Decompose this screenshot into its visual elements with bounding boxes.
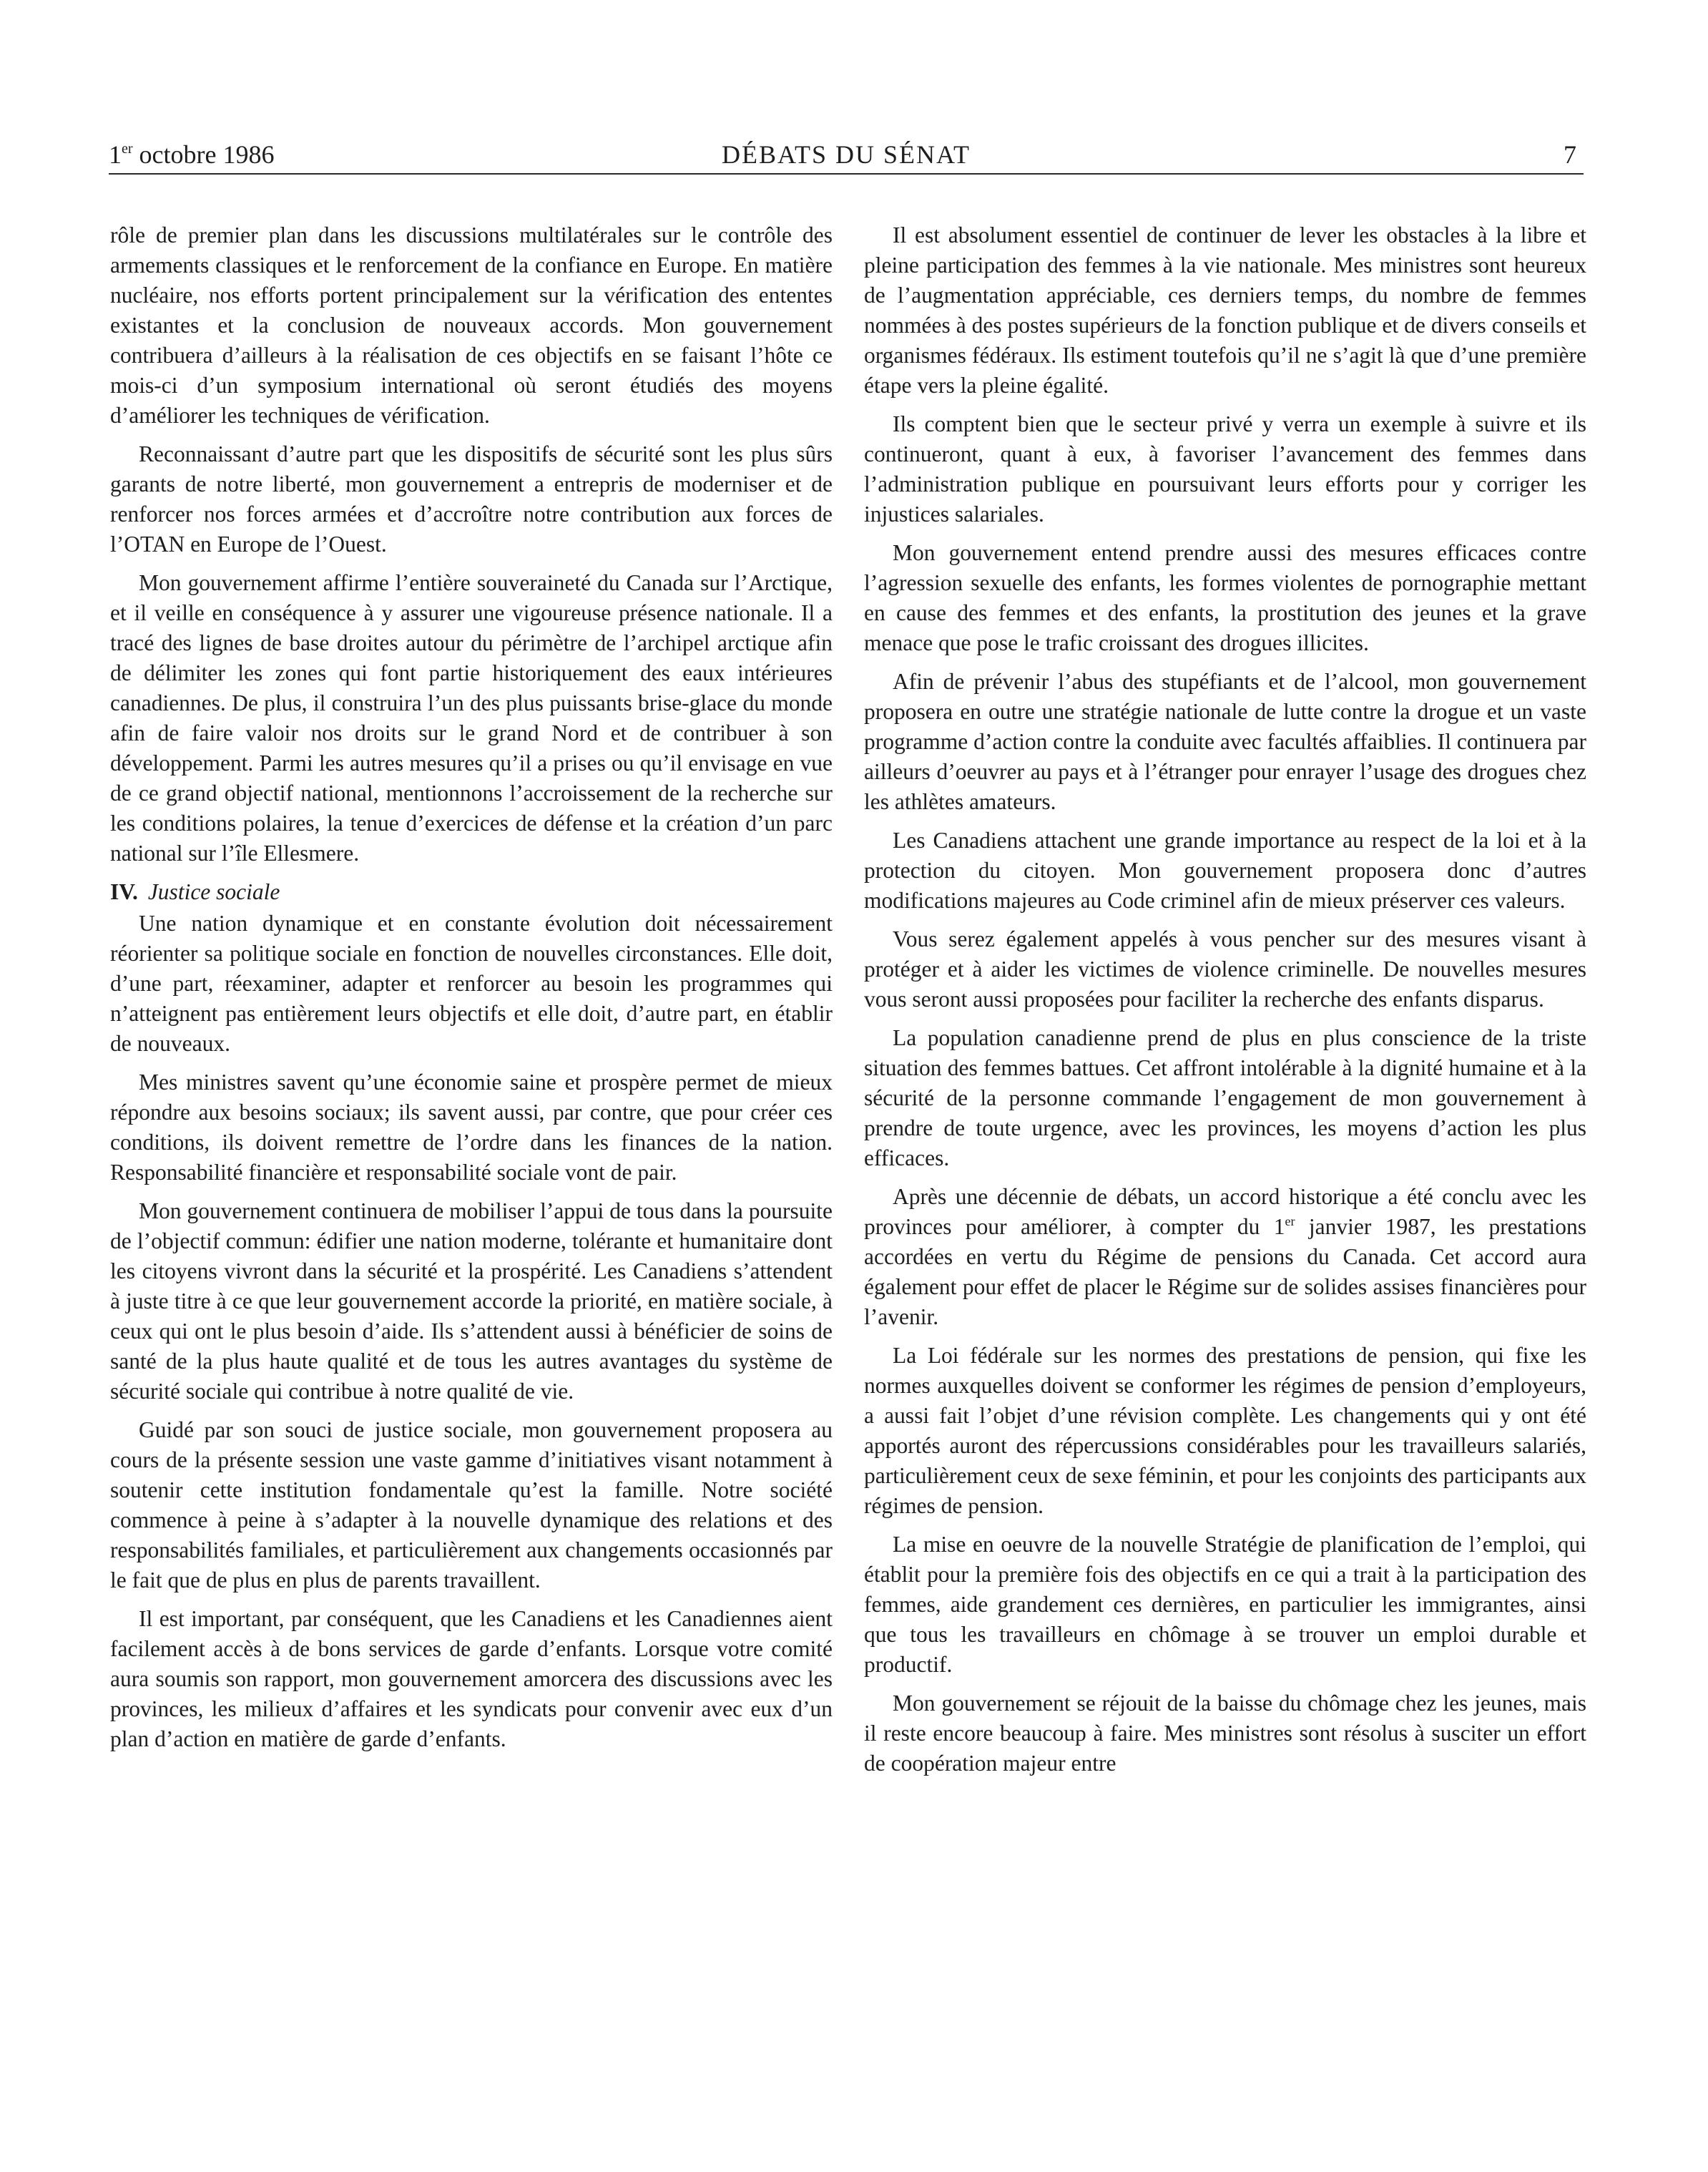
paragraph: Mon gouvernement affirme l’entière souveraineté du Canada sur l’Arctique, et il veille en conséquence à y assurer une vigoureuse présence nationale. Il a tracé des lignes de base droites autour du périmètre de l’archipel arctique afin de délimiter les zones qui font partie historiquement des eaux intérieures canadiennes. De plus, il construira l’un des plus puissants brise-glace du monde afin de faire valoir nos droits sur le grand Nord et de contribuer à son développement. Parmi les autres mesures qu’il a prises ou qu’il envisage en vue de ce grand objectif national, mentionnons l’accroissement de la recherche sur les conditions polaires, la tenue d’exercices de défense et la création d’un parc national sur l’île Ellesmere.	[110, 570, 833, 866]
paragraph: Mon gouvernement continuera de mobiliser l’appui de tous dans la poursuite de l’objectif commun: édifier une nation moderne, tolérante et humanitaire dont les citoyens vivront dans la sécurité et la prospérité. Les Canadiens s’attendent à juste titre à ce que leur gouvernement accorde la priorité, en matière sociale, à ceux qui ont le plus besoin d’aide. Ils s’attendent aussi à bénéficier de soins de santé de la plus haute qualité et de tous les autres avantages du système de sécurité sociale qui contribue à notre qualité de vie.	[110, 1198, 833, 1404]
page-number: 7	[1564, 140, 1576, 169]
paragraph: Ils comptent bien que le secteur privé y verra un exemple à suivre et ils continueront, quant à eux, à favoriser l’avancement des femmes dans l’administration publique en poursuivant leurs efforts pour y corriger les injustices salariales.	[864, 411, 1586, 527]
paragraph: Il est important, par conséquent, que les Canadiens et les Canadiennes aient facilement accès à de bons services de garde d’enfants. Lorsque votre comité aura soumis son rapport, mon gouvernement amorcera des discussions avec les provinces, les milieux d’affaires et les syndicats pour convenir avec eux d’un plan d’action en matière de garde d’enfants.	[110, 1606, 833, 1751]
paragraph: Vous serez également appelés à vous pencher sur des mesures visant à protéger et à aider les victimes de violence criminelle. De nouvelles mesures vous seront aussi proposées pour faciliter la recherche des enfants disparus.	[864, 926, 1586, 1012]
section-number: IV.	[110, 879, 138, 904]
header-title: DÉBATS DU SÉNAT	[721, 140, 971, 169]
paragraph: Mon gouvernement entend prendre aussi des mesures efficaces contre l’agression sexuelle des enfants, les formes violentes de pornographie mettant en cause des femmes et des enfants, la prostitution des jeunes et la grave menace que pose le trafic croissant des drogues illicites.	[864, 540, 1586, 655]
paragraph: Mon gouvernement se réjouit de la baisse du chômage chez les jeunes, mais il reste encore beaucoup à faire. Mes ministres sont résolus à susciter un effort de coopération majeur entre	[864, 1691, 1586, 1776]
section-title: Justice sociale	[147, 879, 280, 904]
header-date: 1er octobre 1986	[109, 140, 275, 169]
left-column	[110, 220, 833, 1763]
paragraph: La Loi fédérale sur les normes des prestations de pension, qui fixe les normes auxquelles doivent se conformer les régimes de pension d’employeurs, a aussi fait l’objet d’une révision complète. Les changements qui y ont été apportés auront des répercussions considérables pour les travailleurs salariés, particulièrement ceux de sexe féminin, et pour les conjoints des participants aux régimes de pension.	[864, 1343, 1586, 1518]
paragraph: Il est absolument essentiel de continuer de lever les obstacles à la libre et pleine participation des femmes à la vie nationale. Mes ministres sont heureux de l’augmentation appréciable, ces derniers temps, du nombre de femmes nommées à des postes supérieurs de la fonction publique et de divers conseils et organismes fédéraux. Ils estiment toutefois qu’il ne s’agit là que d’une première étape vers la pleine égalité.	[864, 222, 1586, 398]
section-heading	[110, 877, 833, 907]
page-header	[109, 136, 1584, 175]
paragraph: Mes ministres savent qu’une économie saine et prospère permet de mieux répondre aux besoins sociaux; ils savent aussi, par contre, que pour créer ces conditions, ils doivent remettre de l’ordre dans les finances de la nation. Responsabilité financière et responsabilité sociale vont de pair.	[110, 1070, 833, 1185]
paragraph: La population canadienne prend de plus en plus conscience de la triste situation des femmes battues. Cet affront intolérable à la dignité humaine et à la sécurité de la personne commande l’engagement de mon gouvernement à prendre de toute urgence, avec les provinces, les moyens d’action les plus efficaces.	[864, 1025, 1586, 1170]
paragraph: Après une décennie de débats, un accord historique a été conclu avec les provinces pour améliorer, à compter du 1er janvier 1987, les prestations accordées en vertu du Régime de pensions du Canada. Cet accord aura également pour effet de placer le Régime sur de solides assises financières pour l’avenir.	[864, 1184, 1586, 1329]
paragraph: La mise en oeuvre de la nouvelle Stratégie de planification de l’emploi, qui établit pour la première fois des objectifs en ce qui a trait à la participation des femmes, aide grandement ces dernières, en particulier les immigrantes, ainsi que tous les travailleurs en chômage à se trouver un emploi durable et productif.	[864, 1532, 1586, 1677]
paragraph: Les Canadiens attachent une grande importance au respect de la loi et à la protection du citoyen. Mon gouvernement proposera donc d’autres modifications majeures au Code criminel afin de mieux préserver ces valeurs.	[864, 828, 1586, 913]
paragraph: Guidé par son souci de justice sociale, mon gouvernement proposera au cours de la présente session une vaste gamme d’initiatives visant notamment à soutenir cette institution fondamentale qu’est la famille. Notre société commence à peine à s’adapter à la nouvelle dynamique des relations et des responsabilités familiales, et particulièrement aux changements occasionnés par le fait que de plus en plus de parents travaillent.	[110, 1417, 833, 1593]
paragraph: Reconnaissant d’autre part que les dispositifs de sécurité sont les plus sûrs garants de notre liberté, mon gouvernement a entrepris de moderniser et de renforcer nos forces armées et d’accroître notre contribution aux forces de l’OTAN en Europe de l’Ouest.	[110, 441, 833, 557]
paragraph: rôle de premier plan dans les discussions multilatérales sur le contrôle des armements classiques et le renforcement de la confiance en Europe. En matière nucléaire, nos efforts portent principalement sur la vérification des ententes existantes et la conclusion de nouveaux accords. Mon gouvernement contribuera d’ailleurs à la réalisation de ces objectifs en se faisant l’hôte ce mois-ci d’un symposium international où seront étudiés des moyens d’améliorer les techniques de vérification.	[110, 222, 833, 428]
paragraph: Afin de prévenir l’abus des stupéfiants et de l’alcool, mon gouvernement proposera en outre une stratégie nationale de lutte contre la drogue et un vaste programme d’action contre la conduite avec facultés affaiblies. Il continuera par ailleurs d’oeuvrer au pays et à l’étranger pour enrayer l’usage des drogues chez les athlètes amateurs.	[864, 669, 1586, 814]
paragraph: Une nation dynamique et en constante évolution doit nécessairement réorienter sa politique sociale en fonction de nouvelles circonstances. Elle doit, d’une part, réexaminer, adapter et renforcer au besoin les programmes qui n’atteignent pas entièrement leurs objectifs et elle doit, d’autre part, en établir de nouveaux.	[110, 911, 833, 1056]
right-column	[864, 220, 1586, 1787]
